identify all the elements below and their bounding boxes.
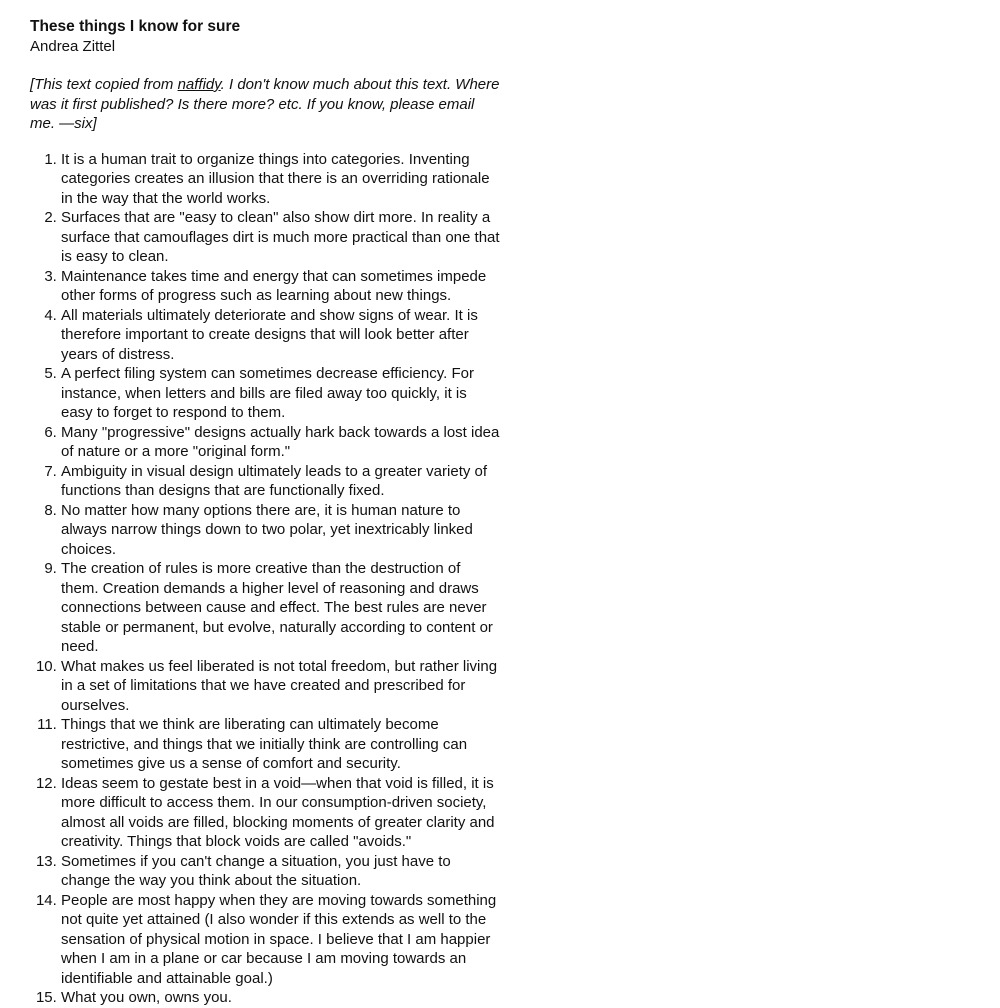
list-item: 6. Many "progressive" designs actually hark back towards a lost idea of nature or a more "original form." [61,423,501,462]
list-item: 4. All materials ultimately deteriorate and show signs of wear. It is therefore important to create designs that will look better after years of distress. [61,306,501,365]
list-item: 10. What makes us feel liberated is not total freedom, but rather living in a set of limitations that we have created and prescribed for ourselves. [61,657,501,716]
list-item: 11. Things that we think are liberating can ultimately become restrictive, and things that we initially think are controlling can sometimes give us a sense of comfort and security. [61,715,501,774]
author-name: Andrea Zittel [30,38,116,55]
list-item: 7. Ambiguity in visual design ultimately leads to a greater variety of functions than designs that are functionally fixed. [61,462,501,501]
list-item: 13. Sometimes if you can't change a situation, you just have to change the way you think about the situation. [61,852,501,891]
editor-note [30,75,500,134]
list-item: 9. The creation of rules is more creative than the destruction of them. Creation demands a higher level of reasoning and draws connections between cause and effect. The best rules are never stable or permanent, but evolve, naturally according to content or need. [61,559,501,657]
list-item: 5. A perfect filing system can sometimes decrease efficiency. For instance, when letters and bills are filed away too quickly, it is easy to forget to respond to them. [61,364,501,423]
editor-note-suffix: . I don't know much about this text. Where was it first published? Is there more? etc. If you know, please email me. —six] [30,76,500,132]
list-item: 8. No matter how many options there are, it is human nature to always narrow things down to two polar, yet inextricably linked choices. [61,501,501,560]
editor-note-prefix: [This text copied from [30,76,178,93]
list-item: 12. Ideas seem to gestate best in a void—when that void is filled, it is more difficult to access them. In our consumption-driven society, almost all voids are filled, blocking moments of greater clarity and creativity. Things that block voids are called "avoids." [61,774,501,852]
truths-list [30,150,501,1008]
list-item: 2. Surfaces that are "easy to clean" also show dirt more. In reality a surface that camouflages dirt is much more practical than one that is easy to clean. [61,208,501,267]
list-item: 15. What you own, owns you. [61,988,501,1008]
naffidy-link[interactable]: naffidy [177,76,221,93]
list-item: 1. It is a human trait to organize things into categories. Inventing categories creates an illusion that there is an overriding rationale in the way that the world works. [61,150,501,209]
list-item: 14. People are most happy when they are moving towards something not quite yet attained (I also wonder if this extends as well to the sensation of physical motion in space. I believe that I am happier when I am in a plane or car because I am moving towards an identifiable and attainable goal.) [61,891,501,989]
page-title: These things I know for sure [30,18,241,35]
list-item: 3. Maintenance takes time and energy that can sometimes impede other forms of progress such as learning about new things. [61,267,501,306]
